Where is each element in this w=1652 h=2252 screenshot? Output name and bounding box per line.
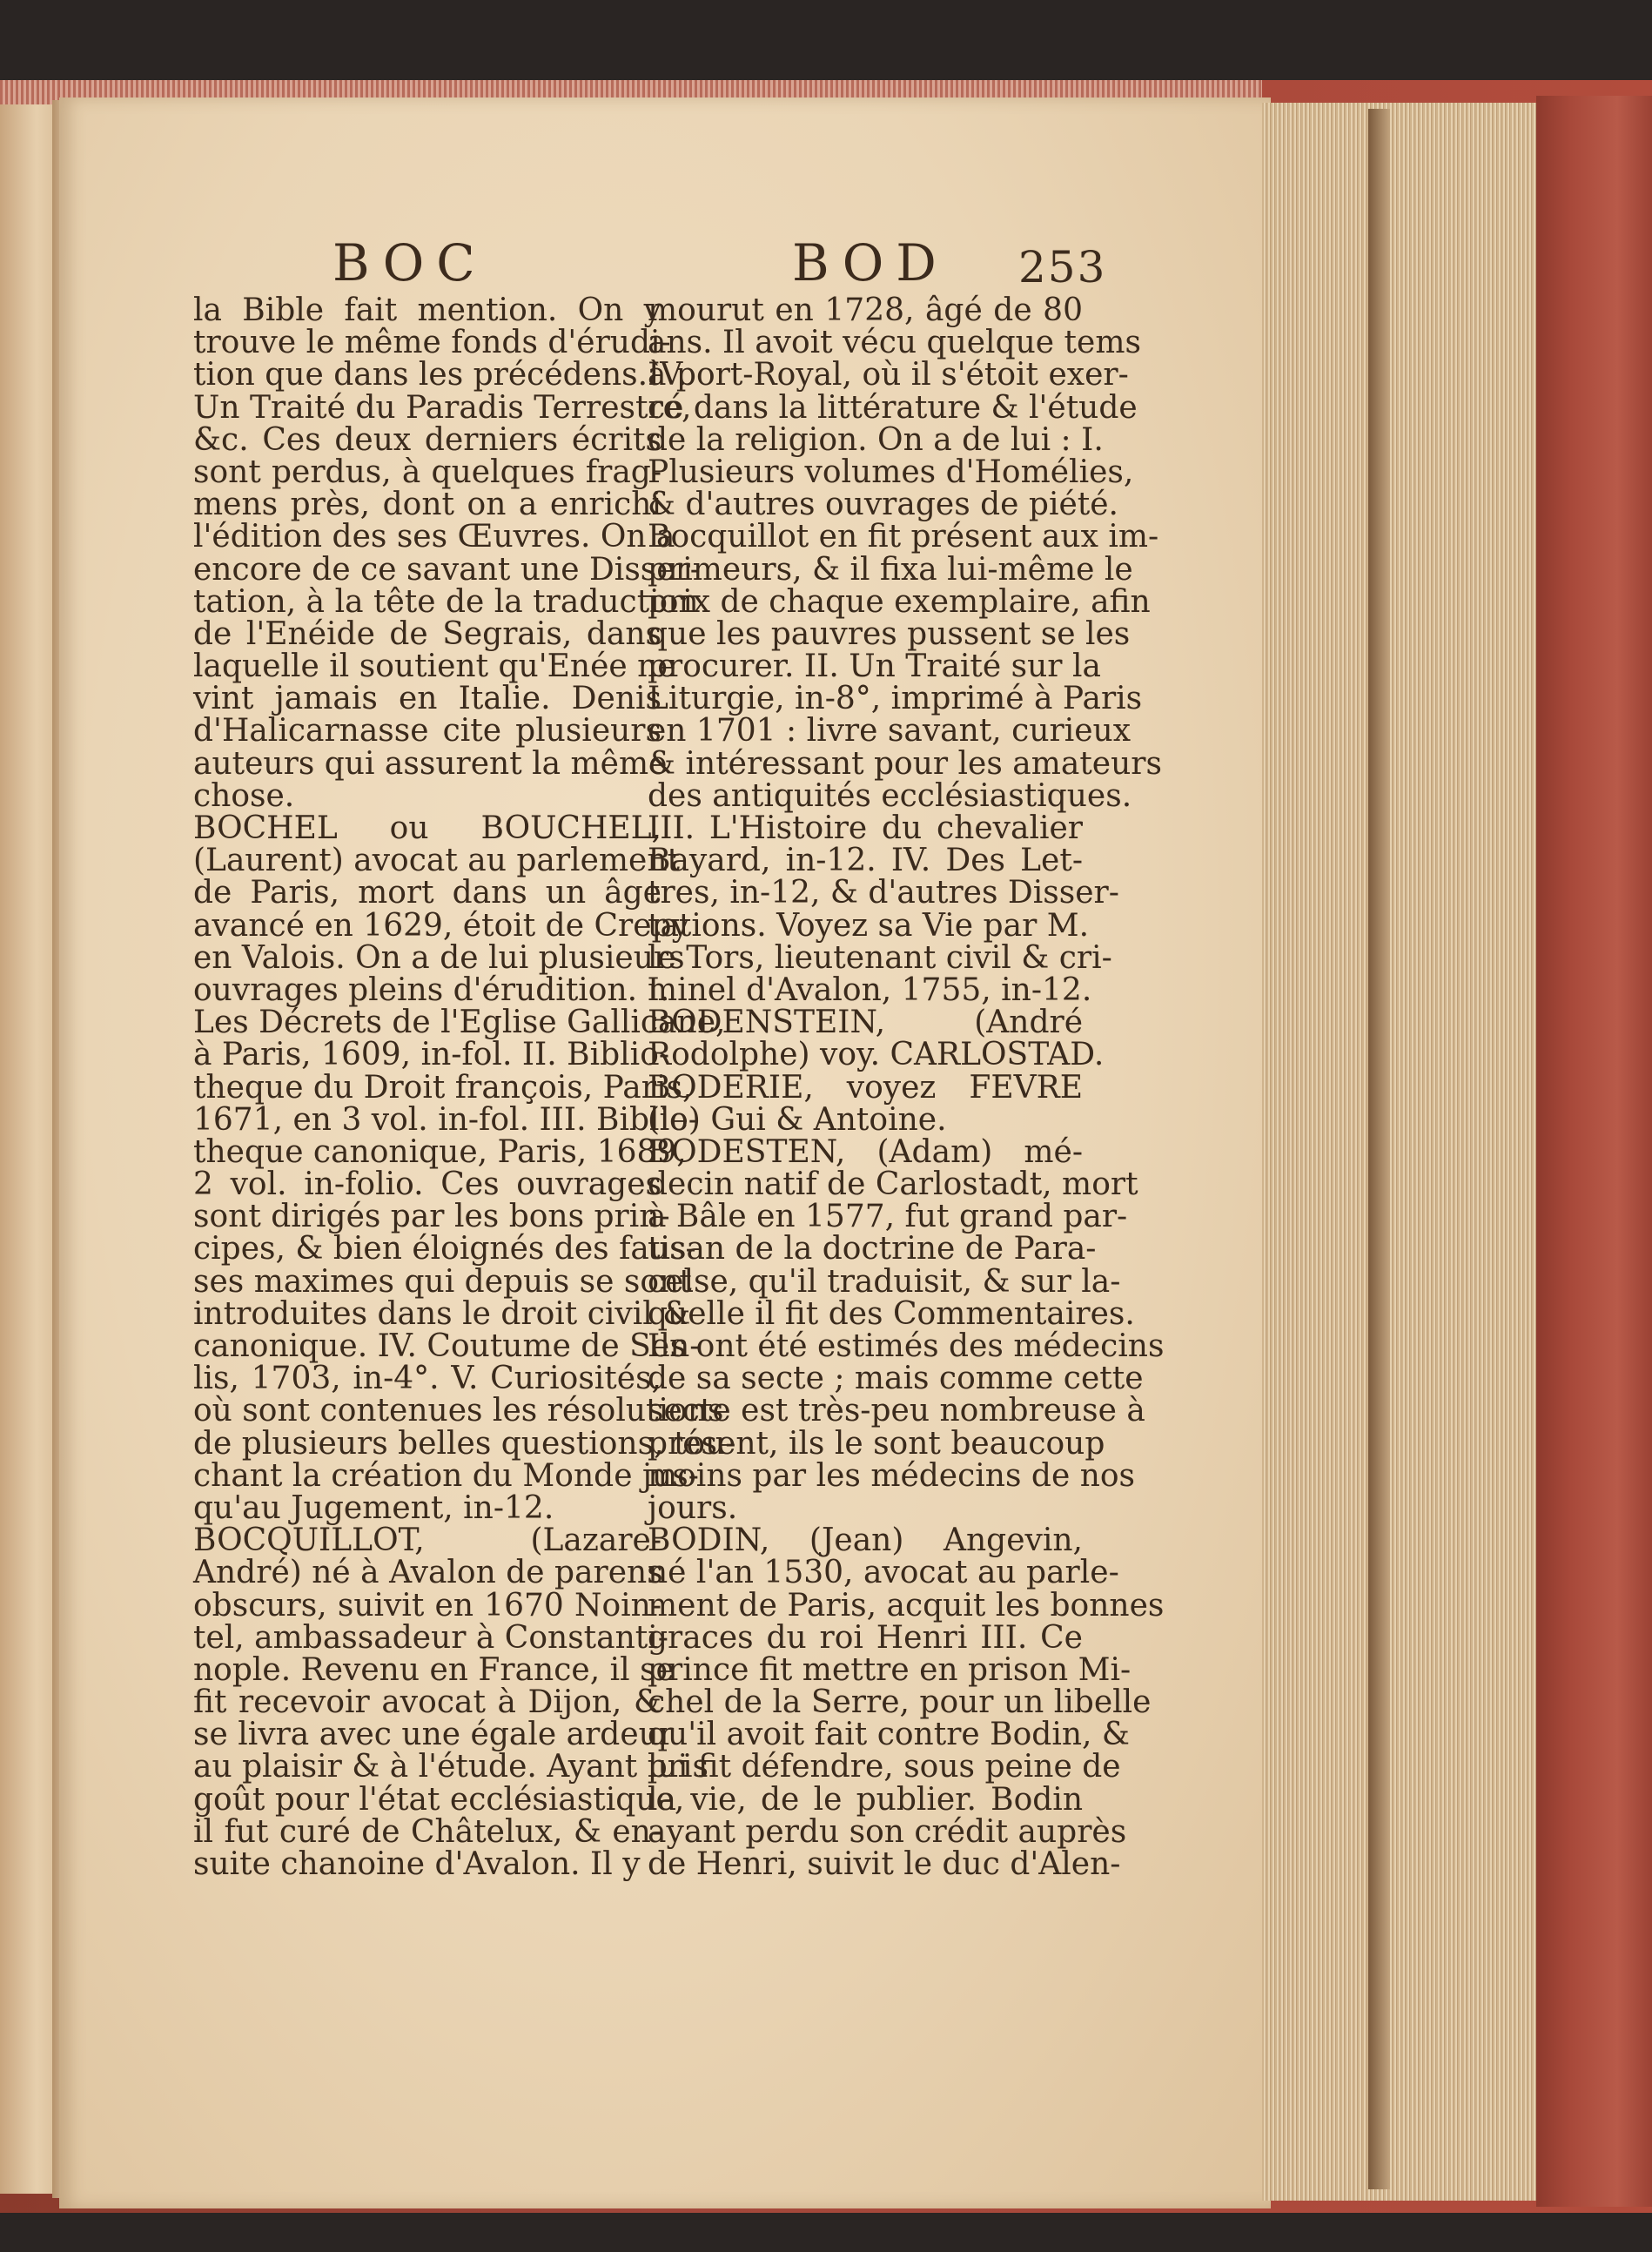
text-line: Ils ont été estimés des médecins bbox=[648, 1328, 1165, 1364]
text-line: goût pour l'état ecclésiastique, bbox=[193, 1781, 685, 1818]
text-line: Un Traité du Paradis Terrestre, bbox=[193, 389, 692, 426]
text-line: BODENSTEIN, (André bbox=[648, 1005, 1083, 1041]
text-line: la vie, de le publier. Bodin bbox=[648, 1781, 1083, 1818]
text-line: en Valois. On a de lui plusieurs bbox=[193, 939, 685, 976]
text-line: André) né à Avalon de parens bbox=[193, 1555, 663, 1591]
text-line: de la religion. On a de lui : I. bbox=[648, 421, 1104, 458]
text-line: 1671, en 3 vol. in-fol. III. Biblio- bbox=[193, 1101, 699, 1138]
text-line: où sont contenues les résolutions bbox=[193, 1393, 724, 1429]
text-line: theque canonique, Paris, 1689, bbox=[193, 1133, 687, 1170]
text-line: tres, in-12, & d'autres Disser- bbox=[648, 875, 1119, 911]
text-line: suite chanoine d'Avalon. Il y bbox=[193, 1846, 641, 1882]
text-line: primeurs, & il fixa lui-même le bbox=[648, 551, 1133, 588]
text-line: de l'Enéide de Segrais, dans bbox=[193, 615, 661, 652]
text-line: chose. bbox=[193, 777, 295, 814]
text-line: moins par les médecins de nos bbox=[648, 1457, 1136, 1494]
text-line: d'Halicarnasse cite plusieurs bbox=[193, 713, 661, 750]
text-line: à port-Royal, où il s'étoit exer- bbox=[648, 357, 1129, 393]
text-line: en 1701 : livre savant, curieux bbox=[648, 713, 1132, 750]
text-line: Les Décrets de l'Eglise Gallicane, bbox=[193, 1005, 726, 1041]
text-line: vint jamais en Italie. Denis bbox=[193, 681, 661, 717]
text-line: nople. Revenu en France, il se bbox=[193, 1651, 675, 1688]
text-line: theque du Droit françois, Paris, bbox=[193, 1069, 693, 1106]
text-line: auteurs qui assurent la même bbox=[193, 745, 668, 782]
book-spine-cover bbox=[1536, 96, 1652, 2207]
page-number: 253 bbox=[1018, 242, 1107, 292]
text-line: obscurs, suivit en 1670 Noin- bbox=[193, 1587, 661, 1623]
text-line: Bayard, in-12. IV. Des Let- bbox=[648, 843, 1083, 879]
text-line: tations. Voyez sa Vie par M. bbox=[648, 907, 1090, 944]
text-line: prix de chaque exemplaire, afin bbox=[648, 583, 1151, 620]
text-line: il fut curé de Châtelux, & en- bbox=[193, 1813, 661, 1850]
text-line: mens près, dont on a enrichi bbox=[193, 487, 661, 523]
text-line: de sa secte ; mais comme cette bbox=[648, 1361, 1144, 1397]
text-line: & intéressant pour les amateurs bbox=[648, 745, 1162, 782]
text-line: encore de ce savant une Disser- bbox=[193, 551, 701, 588]
text-line: 2 vol. in-folio. Ces ouvrages bbox=[193, 1166, 661, 1203]
text-line: la Bible fait mention. On y bbox=[193, 292, 661, 328]
text-line: (Laurent) avocat au parlement bbox=[193, 843, 680, 879]
text-line: de plusieurs belles questions, tou- bbox=[193, 1425, 736, 1462]
text-line: BOCQUILLOT, (Lazare- bbox=[193, 1523, 661, 1559]
text-line: (le) Gui & Antoine. bbox=[648, 1101, 947, 1138]
text-line: Bocquillot en fit présent aux im- bbox=[648, 519, 1159, 555]
left-running-head: BOC bbox=[332, 233, 487, 292]
text-line: se livra avec une égale ardeur bbox=[193, 1717, 675, 1753]
text-line: que les pauvres pussent se les bbox=[648, 615, 1131, 652]
text-line: III. L'Histoire du chevalier bbox=[648, 810, 1083, 846]
text-line: jours. bbox=[648, 1489, 738, 1526]
text-line: canonique. IV. Coutume de Sen- bbox=[193, 1328, 701, 1364]
text-line: laquelle il soutient qu'Enée ne bbox=[193, 649, 676, 685]
text-line: mourut en 1728, âgé de 80 bbox=[648, 292, 1083, 328]
text-line: qu'au Jugement, in-12. bbox=[193, 1489, 554, 1526]
text-line: graces du roi Henri III. Ce bbox=[648, 1619, 1083, 1656]
text-line: secte est très-peu nombreuse à bbox=[648, 1393, 1145, 1429]
text-line: ayant perdu son crédit auprès bbox=[648, 1813, 1127, 1850]
text-line: tion que dans les précédens.IV. bbox=[193, 357, 688, 393]
right-running-head: BOD bbox=[792, 233, 949, 292]
text-line: tel, ambassadeur à Constanti- bbox=[193, 1619, 668, 1656]
text-line: à Bâle en 1577, fut grand par- bbox=[648, 1199, 1128, 1235]
text-line: l'édition des ses Œuvres. On a bbox=[193, 519, 675, 555]
text-line: au plaisir & à l'étude. Ayant pris bbox=[193, 1749, 708, 1785]
text-line: &c. Ces deux derniers écrits bbox=[193, 421, 661, 458]
text-line: des antiquités ecclésiastiques. bbox=[648, 777, 1132, 814]
text-line: BOCHEL ou BOUCHEL, bbox=[193, 810, 661, 846]
text-line: sont dirigés par les bons prin- bbox=[193, 1199, 670, 1235]
text-line: celse, qu'il traduisit, & sur la- bbox=[648, 1263, 1121, 1300]
text-line: & d'autres ouvrages de piété. bbox=[648, 487, 1118, 523]
text-line: lui fit défendre, sous peine de bbox=[648, 1749, 1121, 1785]
page-stack-edges bbox=[1262, 103, 1536, 2201]
text-line: qu'il avoit fait contre Bodin, & bbox=[648, 1717, 1130, 1753]
text-line: BODESTEN, (Adam) mé- bbox=[648, 1133, 1083, 1170]
text-line: ses maximes qui depuis se sont bbox=[193, 1263, 692, 1300]
text-line: lis, 1703, in-4°. V. Curiosités, bbox=[193, 1361, 661, 1397]
text-line: ment de Paris, acquit les bonnes bbox=[648, 1587, 1165, 1623]
text-line: de Henri, suivit le duc d'Alen- bbox=[648, 1846, 1121, 1882]
text-line: cipes, & bien éloignés des faus- bbox=[193, 1231, 696, 1267]
page-stack-shadow bbox=[1368, 109, 1390, 2189]
text-line: présent, ils le sont beaucoup bbox=[648, 1425, 1105, 1462]
text-line: le Tors, lieutenant civil & cri- bbox=[648, 939, 1112, 976]
text-line: chant la création du Monde jus- bbox=[193, 1457, 699, 1494]
text-line: quelle il fit des Commentaires. bbox=[648, 1295, 1135, 1332]
text-line: sont perdus, à quelques frag- bbox=[193, 454, 661, 490]
text-line: minel d'Avalon, 1755, in-12. bbox=[648, 971, 1092, 1008]
text-line: ans. Il avoit vécu quelque tems bbox=[648, 325, 1141, 361]
text-line: decin natif de Carlostadt, mort bbox=[648, 1166, 1138, 1203]
right-text-column bbox=[648, 292, 1165, 1882]
text-line: Plusieurs volumes d'Homélies, bbox=[648, 454, 1134, 490]
text-line: chel de la Serre, pour un libelle bbox=[648, 1684, 1152, 1721]
text-line: BODERIE, voyez FEVRE bbox=[648, 1069, 1083, 1106]
text-line: tation, à la tête de la traduction bbox=[193, 583, 699, 620]
text-line: trouve le même fonds d'érudi- bbox=[193, 325, 671, 361]
text-line: Rodolphe) voy. CARLOSTAD. bbox=[648, 1037, 1105, 1073]
text-line: introduites dans le droit civil & bbox=[193, 1295, 691, 1332]
text-line: Liturgie, in-8°, imprimé à Paris bbox=[648, 681, 1143, 717]
text-line: fit recevoir avocat à Dijon, & bbox=[193, 1684, 661, 1721]
text-line: à Paris, 1609, in-fol. II. Biblio- bbox=[193, 1037, 670, 1073]
text-line: BODIN, (Jean) Angevin, bbox=[648, 1523, 1083, 1559]
text-line: né l'an 1530, avocat au parle- bbox=[648, 1555, 1119, 1591]
text-line: tisan de la doctrine de Para- bbox=[648, 1231, 1097, 1267]
text-line: avancé en 1629, étoit de Crepy bbox=[193, 907, 689, 944]
text-line: prince fit mettre en prison Mi- bbox=[648, 1651, 1132, 1688]
text-line: ouvrages pleins d'érudition. I. bbox=[193, 971, 670, 1008]
text-line: procurer. II. Un Traité sur la bbox=[648, 649, 1101, 685]
text-line: cé dans la littérature & l'étude bbox=[648, 389, 1138, 426]
text-line: de Paris, mort dans un âge bbox=[193, 875, 661, 911]
